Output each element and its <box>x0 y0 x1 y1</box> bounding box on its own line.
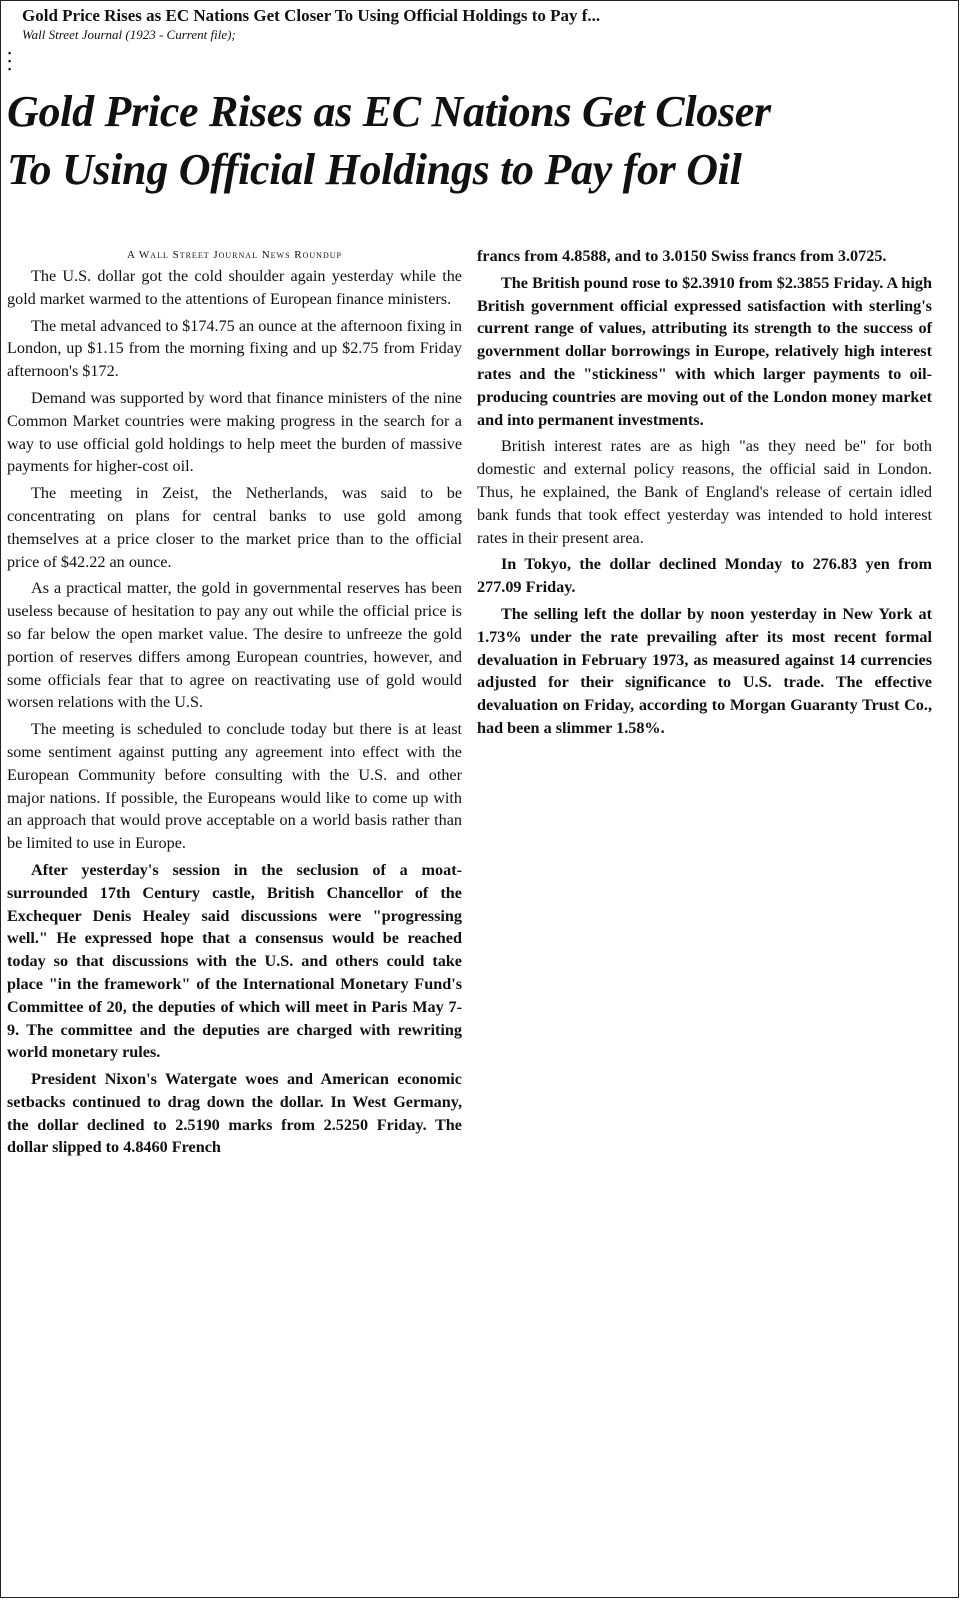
dateline: A Wall Street Journal News Roundup <box>127 249 342 261</box>
paragraph: After yesterday's session in the seclusion of a moat-surrounded 17th Century castle, British Chancellor of the Exchequer Denis Healey said discussions were "progressing well." He expressed hope that a consensus would be reached today so that discussions with the U.S. and others could take place "in the framework" of the International Monetary Fund's Committee of 20, the deputies of which will meet in Paris May 7-9. The committee and the deputies are charged with rewriting world monetary rules. <box>7 860 462 1062</box>
paragraph: In Tokyo, the dollar declined Monday to 276.83 yen from 277.09 Friday. <box>477 555 932 597</box>
paragraph: The meeting is scheduled to conclude today but there is at least some sentiment against putting any agreement into effect with the European Community before consulting with the U.S. and other major nations. If possible, the Europeans would like to come up with an approach that would prove acceptable on a world basis rather than be limited to use in Europe. <box>7 720 462 853</box>
paragraph-continued: francs from 4.8588, and to 3.0150 Swiss francs from 3.0725. <box>477 247 887 265</box>
article-column-left <box>7 247 462 1163</box>
paragraph: The U.S. dollar got the cold shoulder again yesterday while the gold market warmed to the attentions of European finance ministers. <box>7 267 462 308</box>
headline-line-2: To Using Official Holdings to Pay for Oil <box>7 145 742 194</box>
paragraph: The British pound rose to $2.3910 from $2.3855 Friday. A high British government official expressed satisfaction with sterling's current range of values, attributing its strength to the success of government dollar borrowings in Europe, relatively high interest rates and the "stickiness" with which larger payments to oil-producing countries are moving out of the London money market and into permanent investments. <box>477 273 932 429</box>
paragraph: President Nixon's Watergate woes and American economic setbacks continued to drag down the dollar. In West Germany, the dollar declined to 2.5190 marks from 2.5250 Friday. The dollar slipped to 4.8460 French <box>7 1070 462 1157</box>
archive-stamp-icon: ▪ ▪ ▪ <box>8 48 12 74</box>
article-column-right <box>477 245 932 744</box>
headline-line-1: Gold Price Rises as EC Nations Get Closer <box>7 87 771 136</box>
paragraph: The selling left the dollar by noon yesterday in New York at 1.73% under the rate prevailing after its most recent formal devaluation in February 1973, as measured against 14 currencies adjusted for their significance to U.S. trade. The effective devaluation on Friday, according to Morgan Guaranty Trust Co., had been a slimmer 1.58%. <box>477 604 932 737</box>
paragraph: As a practical matter, the gold in governmental reserves has been useless because of hesitation to pay any out while the official price is so far below the open market value. The desire to unfreeze the gold portion of reserves differs among European countries, however, and some officials fear that to agree on reactivating use of gold would worsen relations with the U.S. <box>7 579 462 712</box>
paragraph: Demand was supported by word that finance ministers of the nine Common Market countries were making progress in the search for a way to use official gold holdings to help meet the burden of massive payments for higher-cost oil. <box>7 388 462 476</box>
paragraph: The metal advanced to $174.75 an ounce at the afternoon fixing in London, up $1.15 from the morning fixing and up $2.75 from Friday afternoon's $172. <box>7 316 462 381</box>
article-headline <box>7 83 957 199</box>
citation-title: Gold Price Rises as EC Nations Get Closer To Using Official Holdings to Pay f... <box>22 6 601 25</box>
paragraph: British interest rates are as high "as they need be" for both domestic and external policy reasons, the official said in London. Thus, he explained, the Bank of England's release of certain idled bank funds that took effect yesterday was intended to hold interest rates in their present area. <box>477 437 932 547</box>
citation-source: Wall Street Journal (1923 - Current file); <box>22 27 236 42</box>
paragraph: The meeting in Zeist, the Netherlands, was said to be concentrating on plans for central banks to use gold among themselves at a price closer to the market price than to the official price of $42.22 an ounce. <box>7 484 462 571</box>
